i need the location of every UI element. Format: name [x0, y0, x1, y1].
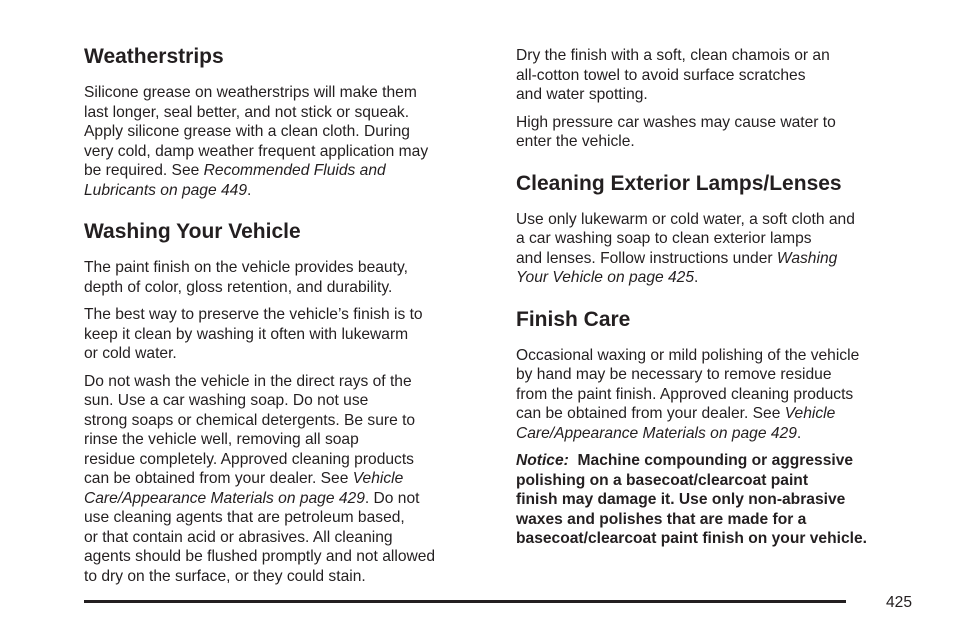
text-line: finish may damage it. Use only non-abrasive [516, 491, 846, 508]
text-line [84, 161, 494, 181]
paragraph-high-pressure [516, 113, 926, 152]
text-line [84, 469, 494, 489]
cross-reference: Lubricants on page 449 [84, 181, 247, 199]
footer-rule [84, 600, 846, 603]
cross-reference: Recommended Fluids and [203, 162, 386, 179]
text-fragment: Machine compounding or aggressive [577, 452, 854, 469]
text-line: last longer, seal better, and not stick or squeak. [84, 103, 410, 121]
text-line: Silicone grease on weatherstrips will make them [84, 84, 417, 101]
paragraph-washing-3 [84, 372, 494, 587]
text-line: or that contain acid or abrasives. All cleaning [84, 528, 393, 546]
text-line [84, 181, 494, 201]
notice-label: Notice: [516, 452, 569, 469]
left-column [84, 44, 494, 594]
text-line: residue completely. Approved cleaning products [84, 450, 414, 468]
text-line: High pressure car washes may cause water to [516, 113, 836, 131]
text-line [516, 424, 926, 444]
text-fragment: . Do not [364, 489, 420, 507]
text-line [84, 489, 494, 509]
text-line: or cold water. [84, 345, 177, 362]
text-line: depth of color, gloss retention, and durability. [84, 278, 393, 296]
text-line: keep it clean by washing it often with lukewarm [84, 325, 409, 343]
text-line: sun. Use a car washing soap. Do not use [84, 392, 369, 409]
text-line [516, 451, 926, 471]
text-line: polishing on a basecoat/clearcoat paint [516, 471, 809, 489]
text-line [516, 404, 926, 424]
text-line: rinse the vehicle well, removing all soap [84, 431, 359, 448]
text-line: Do not wash the vehicle in the direct rays of the [84, 372, 412, 390]
text-line: very cold, damp weather frequent application may [84, 142, 429, 160]
paragraph-washing-2 [84, 305, 494, 364]
cross-reference: Care/Appearance Materials on page 429 [84, 489, 365, 507]
text-line: agents should be flushed promptly and not allowed [84, 548, 436, 565]
text-line: use cleaning agents that are petroleum based, [84, 509, 405, 526]
text-line: The paint finish on the vehicle provides beauty, [84, 259, 408, 276]
text-line: strong soaps or chemical detergents. Be sure to [84, 411, 416, 429]
notice-block [516, 451, 926, 549]
text-line [516, 249, 926, 269]
heading-cleaning-exterior-lamps: Cleaning Exterior Lamps/Lenses [516, 171, 842, 195]
text-line: The best way to preserve the vehicle’s finish is to [84, 306, 423, 323]
text-line: all-cotton towel to avoid surface scratches [516, 66, 806, 84]
cross-reference: Vehicle [352, 470, 404, 487]
text-line: enter the vehicle. [516, 133, 635, 150]
text-line: Dry the finish with a soft, clean chamois or an [516, 47, 830, 64]
paragraph-lamps [516, 210, 926, 288]
paragraph-finish-care [516, 346, 926, 444]
text-fragment: can be obtained from your dealer. See [84, 470, 353, 487]
heading-weatherstrips: Weatherstrips [84, 45, 224, 68]
text-line: a car washing soap to clean exterior lamps [516, 230, 812, 247]
cross-reference: Care/Appearance Materials on page 429 [516, 424, 797, 442]
text-fragment: . [694, 269, 699, 286]
paragraph-weatherstrips [84, 83, 494, 200]
text-line: by hand may be necessary to remove residue [516, 366, 832, 383]
text-line: waxes and polishes that are made for a [516, 510, 807, 528]
page-number: 425 [886, 594, 913, 611]
right-column [516, 46, 926, 557]
text-line: Apply silicone grease with a clean cloth. During [84, 123, 410, 140]
text-fragment: . [247, 181, 252, 199]
text-line: and water spotting. [516, 86, 648, 103]
text-line: basecoat/clearcoat paint finish on your vehicle. [516, 530, 867, 547]
text-fragment: and lenses. Follow instructions under [516, 249, 777, 267]
cross-reference: Your Vehicle on page 425 [516, 269, 695, 286]
heading-washing-your-vehicle: Washing Your Vehicle [84, 220, 301, 243]
text-line: Occasional waxing or mild polishing of the vehicle [516, 346, 860, 364]
text-line: from the paint finish. Approved cleaning products [516, 385, 854, 403]
text-fragment: can be obtained from your dealer. See [516, 405, 785, 422]
text-fragment: be required. See [84, 162, 204, 179]
cross-reference: Washing [776, 249, 838, 267]
text-line [516, 268, 926, 288]
paragraph-drying [516, 46, 926, 105]
text-line: Use only lukewarm or cold water, a soft cloth and [516, 210, 855, 228]
text-fragment: . [796, 424, 802, 442]
cross-reference: Vehicle [784, 405, 836, 422]
paragraph-washing-1 [84, 258, 494, 297]
heading-finish-care: Finish Care [516, 307, 631, 331]
text-line: to dry on the surface, or they could stain. [84, 567, 366, 585]
